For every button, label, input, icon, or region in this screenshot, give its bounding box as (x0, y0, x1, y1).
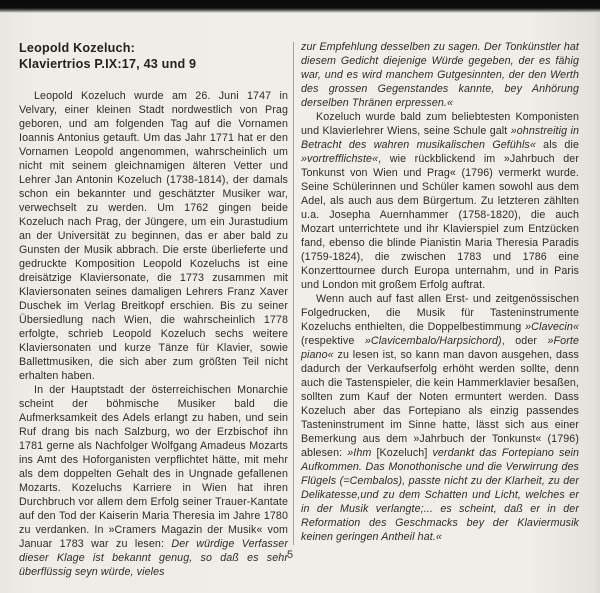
text-run: »ohnstreitig in Betracht des wahren musikalischen Gefühls« (301, 125, 579, 151)
text-run: verdankt das Fortepiano sein Aufkommen. Das Monothonische und die Verwirrung des Flügels (=Cembalos), passte nicht zu der Klarheit, zu der Delikatesse,und zu dem Schatten und Licht, welches er in der Musik verlangte;... es scheint, daß er in der Reformation des Geschmacks bey der Klaviermusik keinen geringen Antheil hat.« (301, 447, 580, 543)
page-title (19, 40, 288, 72)
right-column (301, 40, 579, 544)
text-run: (respektive (301, 335, 365, 347)
right-column-text (301, 40, 579, 544)
text-run: »Ihm (347, 447, 377, 459)
left-column-text (19, 89, 288, 579)
text-run: zu lesen ist, so kann man davon ausgehen, dass dadurch der Verkaufserfolg erhöht werden sollte, denn auch die Tastenspieler, die kein Hammerklavier besaßen, sollten zum Kauf der Noten ermuntert werden. Dass Kozeluch aber das Fortepiano als einzig passendes Tasteninstrument im Sinne hatte, lässt sich aus einer Bemerkung aus dem »Jahrbuch der Tonkunst« (1796) ablesen: (301, 349, 579, 459)
text-run: Kozeluch wurde bald zum beliebtesten Komponisten und Klavierlehrer Wiens, seine Schule galt (301, 111, 579, 137)
text-run: Wenn auch auf fast allen Erst- und zeitgenössischen Folgedrucken, die Musik für Tasteninstrumente Kozeluchs enthielten, die Doppelbestimmung (301, 293, 579, 333)
text-run: In der Hauptstadt der österreichischen Monarchie scheint der böhmische Musiker bald die Aufmerksamkeit des Adels erlangt zu haben, und sein Ruf drang bis nach Salzburg, wo der Erzbischof ihn 1781 gerne als Nachfolger Wolfgang Amadeus Mozarts ins Amt des Hoforganisten verpflichtet hätte, mit mehr als dem doppelten Gehalt des in Ungnade gefallenen Mozarts. Kozeluchs Karriere in Wien hat ihren Durchbruch vor allem dem Erfolg seiner Trauer-Kantate auf den Tod der Kaiserin Maria Theresia im Jahre 1780 zu verdanken. In »Cramers Magazin der Musik« vom Januar 1783 war zu lesen: (19, 384, 288, 550)
text-run: , oder (501, 335, 548, 347)
column-divider (293, 42, 294, 545)
paragraph (301, 110, 579, 292)
page-number: 5 (286, 549, 294, 561)
page-title-line1: Leopold Kozeluch: (19, 41, 136, 55)
scan-edge-top (0, 0, 600, 13)
page-title-line2: Klaviertrios P.IX:17, 43 und 9 (19, 57, 197, 71)
text-run: »vortrefflichste« (301, 153, 379, 165)
text-run: »Clavecin« (525, 321, 579, 333)
text-run: als die (535, 139, 579, 151)
paragraph (301, 292, 579, 544)
text-run: »Clavicembalo/Harpsichord) (364, 335, 502, 347)
paragraph (19, 89, 288, 383)
left-column (19, 40, 288, 579)
paragraph (301, 40, 579, 110)
text-run: Leopold Kozeluch wurde am 26. Juni 1747 in Velvary, einer kleinen Stadt nordwestlich von Prag geboren, und am folgenden Tag auf die Vornamen Ioannis Antonius getauft. Um das Jahr 1771 hat er den Vornamen Leopold angenommen, wahrscheinlich um nicht mit seinem gleichnamigen älteren Vetter und Lehrer Jan Antonin Kozeluch (1738-1814), der damals schon ein bekannter und geschätzter Musiker war, verwechselt zu werden. Um 1762 gingen beide Kozeluch nach Prag, der Jüngere, um ein Jurastudium an der Universität zu beginnen, das er aber bald zu Gunsten der Musik abbrach. Die erste überlieferte und gedruckte Komposition Leopold Kozeluchs ist eine dreisätzige Klaviersonate, die 1773 zusammen mit Klaviersonaten seines damaligen Lehrers Franz Xaver Duschek im Verlag Breitkopf erschien. Bis zu seiner Übersiedlung nach Wien, die wahrscheinlich 1778 erfolgte, schrieb Leopold Kozeluch sechs weitere Klaviersonaten und kurze Tänze für Klavier, sowie Ballettmusiken, die sich aber zum größten Teil nicht erhalten haben. (19, 90, 288, 382)
text-run: zur Empfehlung desselben zu sagen. Der Tonkünstler hat diesem Gedicht diejenige Würde gegeben, der es fähig war, und es wird manchem Gutgesinnten, der den Werth des grossen Gegenstandes kannte, bey Anhörung derselben Thränen erpressen.« (301, 41, 579, 109)
text-run: Der würdige Verfasser dieser Klage ist bekannt genug, so daß es sehr überflüssig seyn würde, vieles (19, 538, 288, 578)
text-run: [Kozeluch] (376, 447, 428, 459)
text-run: »Forte piano« (301, 335, 579, 361)
text-run: , wie rückblickend im »Jahrbuch der Tonkunst von Wien und Prag« (1796) vermerkt wurde. Seine Schülerinnen und Schüler kamen sowohl aus dem Adel, als auch aus dem Bürgertum. Zu letzteren zählten u.a. Josepha Auernhammer (1758-1820), die auch Mozart unterrichtete und ihr Klavierspiel zum Entzücken fand, ebenso die blinde Pianistin Maria Theresia Paradis (1759-1824), die zwischen 1783 und 1786 eine Konzerttournee durch Europa unternahm, und in Paris und London mit großem Erfolg auftrat. (301, 153, 579, 291)
